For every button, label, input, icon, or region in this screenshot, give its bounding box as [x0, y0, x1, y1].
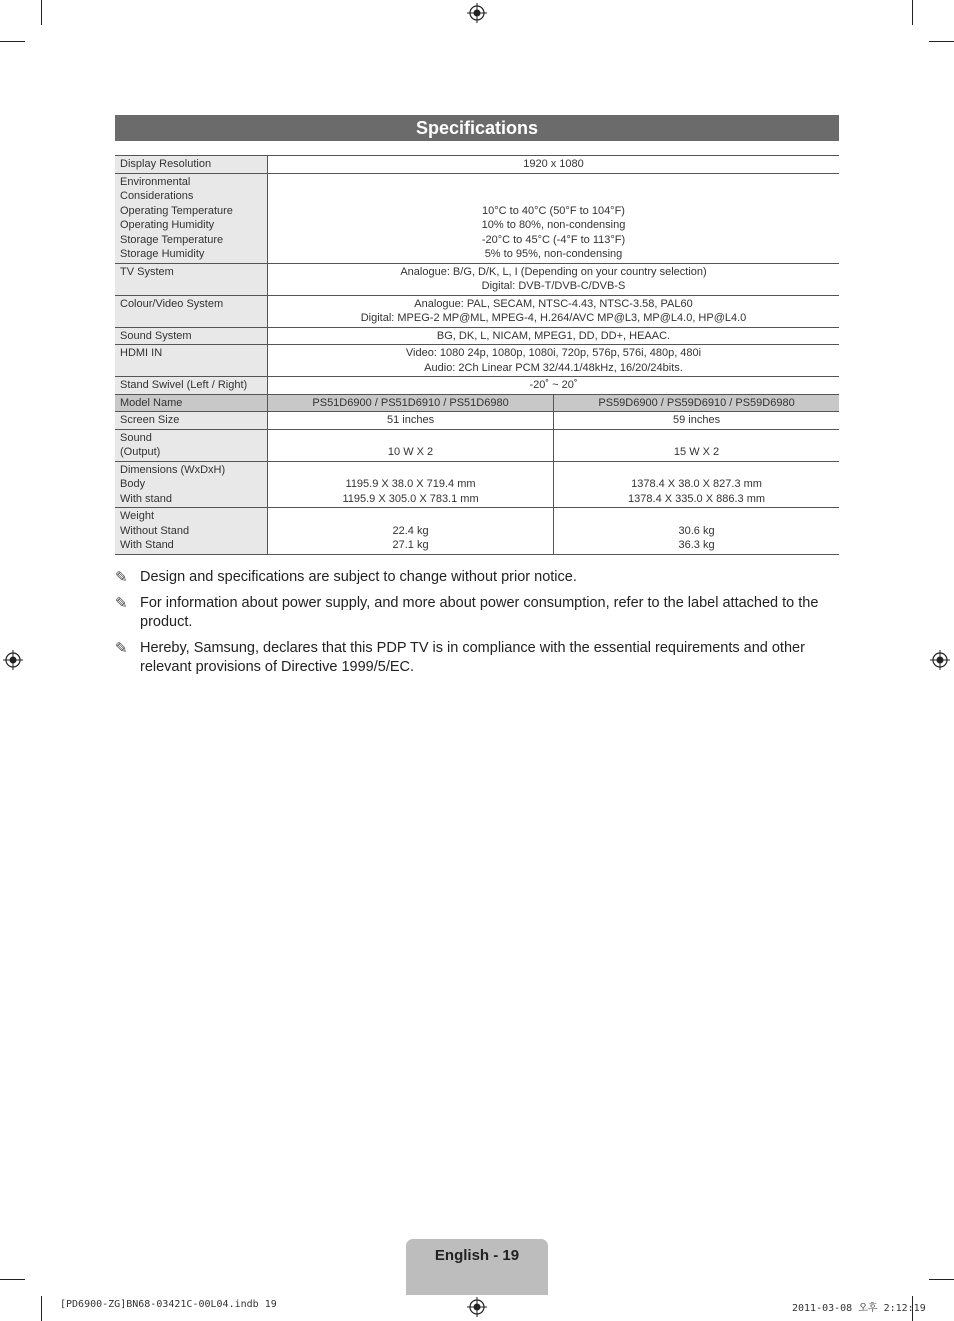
table-row [115, 327, 839, 345]
crop-mark [912, 0, 913, 25]
crop-mark [0, 1279, 25, 1280]
registration-mark-icon [930, 650, 950, 670]
cell-line: Weight [120, 510, 155, 522]
spec-value-51 [268, 412, 554, 430]
cell-line: 1920 x 1080 [523, 158, 584, 170]
model-name-51: PS51D6900 / PS51D6910 / PS51D6980 [268, 394, 554, 412]
cell-line: Digital: DVB-T/DVB-C/DVB-S [481, 280, 626, 292]
spec-value [268, 263, 840, 295]
cell-line: With stand [120, 492, 172, 505]
spec-value-51 [268, 508, 554, 555]
cell-line: Without Stand [120, 524, 190, 537]
cell-line: Analogue: B/G, D/K, L, I (Depending on your country selection) [400, 265, 707, 278]
cell-line: Sound [120, 431, 152, 444]
cell-line: Display Resolution [120, 158, 212, 170]
crop-mark [41, 1296, 42, 1321]
cell-line: Dimensions (WxDxH) [120, 463, 226, 476]
cell-line: 15 W X 2 [673, 446, 720, 458]
spec-label [115, 461, 268, 508]
table-row [115, 377, 839, 395]
cell-line: 1378.4 X 38.0 X 827.3 mm [631, 478, 762, 490]
spec-value-59 [554, 429, 839, 461]
cell-line: With Stand [120, 539, 174, 551]
crop-mark [929, 41, 954, 42]
note-text: For information about power supply, and more about power consumption, refer to the label attached to the product. [140, 595, 819, 630]
cell-line: 10°C to 40°C (50°F to 104°F) [482, 204, 625, 217]
table-row [115, 173, 839, 263]
cell-line: Storage Humidity [120, 248, 205, 260]
model-name-59: PS59D6900 / PS59D6910 / PS59D6980 [554, 394, 839, 412]
pencil-note-icon: ✎ [115, 640, 128, 657]
table-row [115, 508, 839, 555]
spec-value [268, 327, 840, 345]
cell-line: HDMI IN [120, 347, 163, 359]
spec-label [115, 429, 268, 461]
spec-label [115, 508, 268, 555]
cell-line: 1195.9 X 38.0 X 719.4 mm [345, 478, 476, 490]
spec-label [115, 412, 268, 430]
registration-mark-icon [467, 1297, 487, 1317]
registration-mark-icon [467, 3, 487, 23]
crop-mark [0, 41, 25, 42]
cell-line: BG, DK, L, NICAM, MPEG1, DD, DD+, HEAAC. [436, 329, 671, 342]
spec-label [115, 156, 268, 174]
spec-label [115, 377, 268, 395]
spec-value [268, 295, 840, 327]
crop-mark [929, 1279, 954, 1280]
cell-line: Environmental Considerations [120, 175, 194, 202]
cell-line: Operating Humidity [120, 219, 215, 231]
note-text: Design and specifications are subject to change without prior notice. [140, 569, 577, 585]
cell-line: 30.6 kg [678, 524, 715, 537]
cell-line: Colour/Video System [120, 297, 224, 310]
specifications-table [115, 155, 839, 555]
spec-value-59 [554, 461, 839, 508]
cell-line: 36.3 kg [678, 539, 715, 551]
cell-line: Sound System [120, 329, 192, 342]
cell-line: 59 inches [673, 414, 721, 426]
spec-value-51 [268, 461, 554, 508]
pencil-note-icon: ✎ [115, 595, 128, 612]
model-name-label: Model Name [115, 394, 268, 412]
table-row [115, 345, 839, 377]
model-name-row [115, 394, 839, 412]
pencil-note-icon: ✎ [115, 569, 128, 586]
table-row [115, 461, 839, 508]
cell-line: 1378.4 X 335.0 X 886.3 mm [628, 492, 766, 505]
cell-line: 10% to 80%, non-condensing [481, 219, 626, 231]
cell-line: 51 inches [387, 414, 435, 426]
cell-line: Screen Size [120, 414, 180, 426]
page-number-tab [406, 1239, 548, 1295]
page-title: Specifications [115, 115, 839, 141]
cell-line: 5% to 95%, non-condensing [484, 248, 623, 260]
cell-line: -20°C to 45°C (-4°F to 113°F) [481, 233, 626, 246]
footer-timestamp: 2011-03-08 오후 2:12:19 [792, 1303, 926, 1314]
spec-value-51 [268, 429, 554, 461]
table-row [115, 295, 839, 327]
cell-line: 1195.9 X 305.0 X 783.1 mm [342, 492, 479, 505]
spec-label [115, 295, 268, 327]
cell-line: 22.4 kg [392, 524, 429, 537]
spec-value [268, 345, 840, 377]
note-item [115, 568, 839, 587]
note-item [115, 639, 839, 677]
table-row [115, 412, 839, 430]
spec-value-59 [554, 412, 839, 430]
cell-line: Stand Swivel (Left / Right) [120, 379, 248, 391]
spec-label [115, 327, 268, 345]
cell-line: Body [120, 478, 146, 490]
table-row [115, 263, 839, 295]
spec-value [268, 156, 840, 174]
cell-line: Operating Temperature [120, 204, 233, 217]
note-item [115, 594, 839, 632]
table-row [115, 429, 839, 461]
spec-value [268, 173, 840, 263]
spec-label [115, 345, 268, 377]
cell-line: Storage Temperature [120, 233, 224, 246]
cell-line: 27.1 kg [392, 539, 429, 551]
notes-section [115, 568, 839, 684]
footer-file-info: [PD6900-ZG]BN68-03421C-00L04.indb 19 [60, 1299, 277, 1310]
table-row [115, 156, 839, 174]
cell-line: Analogue: PAL, SECAM, NTSC-4.43, NTSC-3.58, PAL60 [414, 297, 693, 310]
cell-line: Digital: MPEG-2 MP@ML, MPEG-4, H.264/AVC MP@L3, MP@L4.0, HP@L4.0 [360, 312, 747, 324]
spec-label [115, 263, 268, 295]
cell-line: TV System [120, 265, 174, 278]
cell-line: Video: 1080 24p, 1080p, 1080i, 720p, 576p, 576i, 480p, 480i [405, 347, 702, 359]
cell-line: 10 W X 2 [387, 446, 434, 458]
page-number-label: English - 19 [434, 1247, 520, 1264]
registration-mark-icon [3, 650, 23, 670]
spec-value [268, 377, 840, 395]
cell-line: -20˚ ~ 20˚ [529, 379, 578, 391]
spec-value-59 [554, 508, 839, 555]
cell-line: (Output) [120, 446, 161, 458]
spec-label [115, 173, 268, 263]
note-text: Hereby, Samsung, declares that this PDP TV is in compliance with the essential requirements and other relevant provisions of Directive 1999/5/EC. [140, 640, 805, 675]
cell-line: Audio: 2Ch Linear PCM 32/44.1/48kHz, 16/20/24bits. [424, 361, 683, 374]
crop-mark [41, 0, 42, 25]
